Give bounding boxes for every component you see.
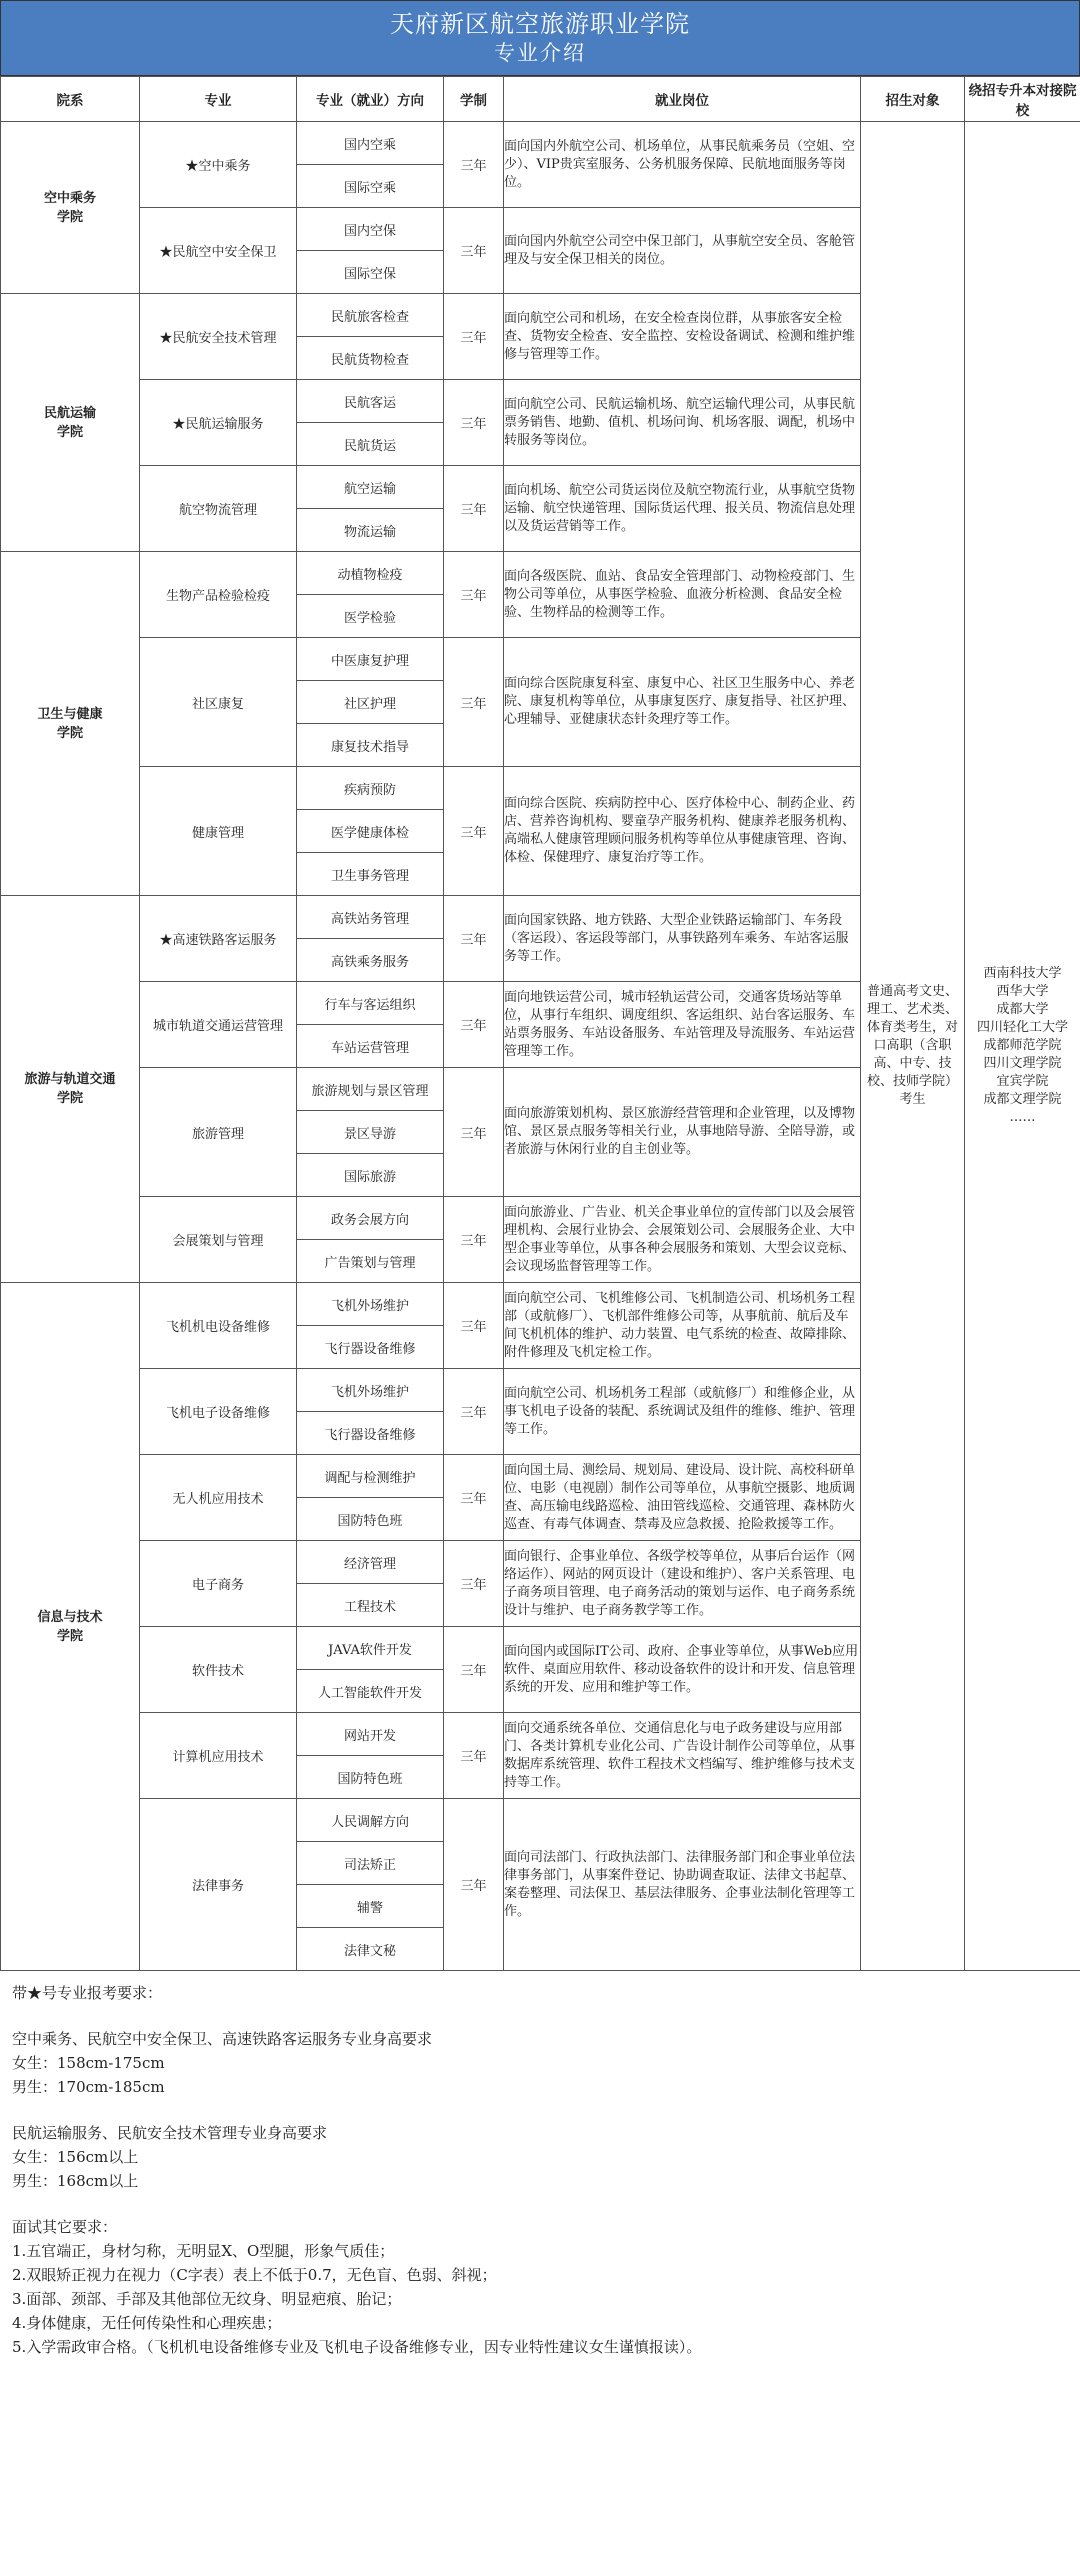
direction-cell: 法律文秘 <box>297 1928 444 1971</box>
jobs-cell: 面向航空公司、机场机务工程部（或航修厂）和维修企业，从事飞机电子设备的装配、系统调试及组件的维修、维护、管理等工作。 <box>504 1369 861 1455</box>
direction-cell: 国际空乘 <box>297 165 444 208</box>
jobs-cell: 面向国内外航空公司、机场单位，从事民航乘务员（空姐、空少）、VIP贵宾室服务、公务机服务保障、民航地面服务等岗位。 <box>504 122 861 208</box>
years-cell: 三年 <box>444 896 504 982</box>
major-name: 电子商务 <box>140 1541 297 1627</box>
years-cell: 三年 <box>444 294 504 380</box>
direction-cell: 飞机外场维护 <box>297 1369 444 1412</box>
jobs-cell: 面向航空公司和机场，在安全检查岗位群，从事旅客安全检查、货物安全检查、安全监控、安检设备调试、检测和维护维修与管理等工作。 <box>504 294 861 380</box>
direction-cell: 景区导游 <box>297 1111 444 1154</box>
major-name: 社区康复 <box>140 638 297 767</box>
jobs-cell: 面向旅游策划机构、景区旅游经营管理和企业管理，以及博物馆、景区景点服务等相关行业，从事地陪导游、全陪导游，或者旅游与休闲行业的自主创业等。 <box>504 1068 861 1197</box>
dept-name: 信息与技术 学院 <box>1 1283 140 1971</box>
direction-cell: 飞机外场维护 <box>297 1283 444 1326</box>
direction-cell: 中医康复护理 <box>297 638 444 681</box>
notes-group2-female: 女生：156cm以上 <box>12 2148 139 2166</box>
direction-cell: 民航客运 <box>297 380 444 423</box>
direction-cell: 行车与客运组织 <box>297 982 444 1025</box>
notes-other-item: 3.面部、颈部、手部及其他部位无纹身、明显疤痕、胎记； <box>12 2290 402 2308</box>
direction-cell: 民航旅客检查 <box>297 294 444 337</box>
jobs-cell: 面向国内或国际IT公司、政府、企事业等单位，从事Web应用软件、桌面应用软件、移动设备软件的设计和开发、信息管理系统的开发、应用和维护等工作。 <box>504 1627 861 1713</box>
major-name: ★民航运输服务 <box>140 380 297 466</box>
notes-other-item: 2.双眼矫正视力在视力（C字表）表上不低于0.7，无色盲、色弱、斜视； <box>12 2266 497 2284</box>
years-cell: 三年 <box>444 552 504 638</box>
direction-cell: 医学检验 <box>297 595 444 638</box>
years-cell: 三年 <box>444 982 504 1068</box>
years-cell: 三年 <box>444 1627 504 1713</box>
page-title: 天府新区航空旅游职业学院 <box>390 10 690 38</box>
direction-cell: 民航货物检查 <box>297 337 444 380</box>
years-cell: 三年 <box>444 1713 504 1799</box>
jobs-cell: 面向司法部门、行政执法部门、法律服务部门和企事业单位法律事务部门，从事案件登记、协助调查取证、法律文书起草、案卷整理、司法保卫、基层法律服务、企事业法制化管理等工作。 <box>504 1799 861 1971</box>
direction-cell: 动植物检疫 <box>297 552 444 595</box>
notes-other-item: 5.入学需政审合格。（飞机机电设备维修专业及飞机电子设备维修专业，因专业特性建议女生谨慎报读）。 <box>12 2338 702 2356</box>
major-name: 法律事务 <box>140 1799 297 1971</box>
years-cell: 三年 <box>444 1068 504 1197</box>
direction-cell: 人工智能软件开发 <box>297 1670 444 1713</box>
jobs-cell: 面向机场、航空公司货运岗位及航空物流行业，从事航空货物运输、航空快递管理、国际货运代理、报关员、物流信息处理以及货运营销等工作。 <box>504 466 861 552</box>
major-name: ★民航空中安全保卫 <box>140 208 297 294</box>
years-cell: 三年 <box>444 1197 504 1283</box>
direction-cell: 司法矫正 <box>297 1842 444 1885</box>
jobs-cell: 面向地铁运营公司，城市轻轨运营公司，交通客货场站等单位，从事行车组织、调度组织、客运组织、站台客运服务、车站票务服务、车站设备服务、车站管理及导流服务、车站运营管理等工作。 <box>504 982 861 1068</box>
direction-cell: 政务会展方向 <box>297 1197 444 1240</box>
target-cell: 普通高考文史、理工、艺术类、体育类考生，对口高职（含职高、中专、技校、技师学院）考生 <box>861 122 965 1971</box>
dept-name: 卫生与健康 学院 <box>1 552 140 896</box>
major-name: 飞机电子设备维修 <box>140 1369 297 1455</box>
major-name: 软件技术 <box>140 1627 297 1713</box>
direction-cell: 国内空乘 <box>297 122 444 165</box>
jobs-cell: 面向交通系统各单位、交通信息化与电子政务建设与应用部门、各类计算机专业化公司、广告设计制作公司等单位，从事数据库系统管理、软件工程技术文档编写、维护维修与技术支持等工作。 <box>504 1713 861 1799</box>
major-name: 旅游管理 <box>140 1068 297 1197</box>
majors-table <box>0 76 1080 1971</box>
direction-cell: 社区护理 <box>297 681 444 724</box>
notes-group1-female: 女生：158cm-175cm <box>12 2054 165 2072</box>
years-cell: 三年 <box>444 208 504 294</box>
major-name: ★高速铁路客运服务 <box>140 896 297 982</box>
direction-cell: JAVA软件开发 <box>297 1627 444 1670</box>
years-cell: 三年 <box>444 767 504 896</box>
major-name: ★民航安全技术管理 <box>140 294 297 380</box>
col-header-upgrade: 绕招专升本对接院校 <box>965 77 1080 122</box>
direction-cell: 工程技术 <box>297 1584 444 1627</box>
years-cell: 三年 <box>444 1283 504 1369</box>
dept-name: 空中乘务 学院 <box>1 122 140 294</box>
direction-cell: 航空运输 <box>297 466 444 509</box>
direction-cell: 医学健康体检 <box>297 810 444 853</box>
notes-section <box>0 1971 1080 2369</box>
major-name: 无人机应用技术 <box>140 1455 297 1541</box>
col-header-target: 招生对象 <box>861 77 965 122</box>
direction-cell: 国防特色班 <box>297 1756 444 1799</box>
notes-group2-male: 男生：168cm以上 <box>12 2172 139 2190</box>
notes-group1-title: 空中乘务、民航空中安全保卫、高速铁路客运服务专业身高要求 <box>12 2030 433 2048</box>
upgrade-cell: 西南科技大学 西华大学 成都大学 四川轻化工大学 成都师范学院 四川文理学院 宜宾学院 成都文理学院 …… <box>965 122 1080 1971</box>
major-name: 城市轨道交通运营管理 <box>140 982 297 1068</box>
major-name: 计算机应用技术 <box>140 1713 297 1799</box>
major-name: 会展策划与管理 <box>140 1197 297 1283</box>
direction-cell: 疾病预防 <box>297 767 444 810</box>
jobs-cell: 面向航空公司、民航运输机场、航空运输代理公司，从事民航票务销售、地勤、值机、机场问询、机场客服、调配，机场中转服务等岗位。 <box>504 380 861 466</box>
table-header-row <box>1 77 1080 122</box>
table-row <box>1 122 1080 165</box>
direction-cell: 调配与检测维护 <box>297 1455 444 1498</box>
direction-cell: 高铁乘务服务 <box>297 939 444 982</box>
col-header-major: 专业 <box>140 77 297 122</box>
direction-cell: 飞行器设备维修 <box>297 1412 444 1455</box>
years-cell: 三年 <box>444 1799 504 1971</box>
major-name: 飞机机电设备维修 <box>140 1283 297 1369</box>
col-header-direction: 专业（就业）方向 <box>297 77 444 122</box>
direction-cell: 国际空保 <box>297 251 444 294</box>
col-header-jobs: 就业岗位 <box>504 77 861 122</box>
col-header-dept: 院系 <box>1 77 140 122</box>
col-header-years: 学制 <box>444 77 504 122</box>
years-cell: 三年 <box>444 1541 504 1627</box>
direction-cell: 网站开发 <box>297 1713 444 1756</box>
table-body <box>1 122 1080 1971</box>
direction-cell: 物流运输 <box>297 509 444 552</box>
notes-group2-title: 民航运输服务、民航安全技术管理专业身高要求 <box>12 2124 328 2142</box>
page-subtitle: 专业介绍 <box>494 41 586 65</box>
direction-cell: 辅警 <box>297 1885 444 1928</box>
years-cell: 三年 <box>444 1369 504 1455</box>
direction-cell: 广告策划与管理 <box>297 1240 444 1283</box>
jobs-cell: 面向国土局、测绘局、规划局、建设局、设计院、高校科研单位、电影（电视剧）制作公司等单位，从事航空摄影、地质调查、高压输电线路巡检、油田管线巡检、交通管理、森林防火巡查、有毒气体调查、禁毒及应急救援、抢险救援等工作。 <box>504 1455 861 1541</box>
major-name: 航空物流管理 <box>140 466 297 552</box>
dept-name: 旅游与轨道交通 学院 <box>1 896 140 1283</box>
direction-cell: 飞行器设备维修 <box>297 1326 444 1369</box>
major-name: ★空中乘务 <box>140 122 297 208</box>
notes-star-title: 带★号专业报考要求： <box>12 1984 163 2002</box>
direction-cell: 旅游规划与景区管理 <box>297 1068 444 1111</box>
notes-other-item: 4.身体健康，无任何传染性和心理疾患； <box>12 2314 282 2332</box>
jobs-cell: 面向国内外航空公司空中保卫部门，从事航空安全员、客舱管理及与安全保卫相关的岗位。 <box>504 208 861 294</box>
direction-cell: 民航货运 <box>297 423 444 466</box>
notes-other-title: 面试其它要求： <box>12 2218 118 2236</box>
direction-cell: 人民调解方向 <box>297 1799 444 1842</box>
dept-name: 民航运输 学院 <box>1 294 140 552</box>
years-cell: 三年 <box>444 380 504 466</box>
major-name: 生物产品检验检疫 <box>140 552 297 638</box>
notes-other-item: 1.五官端正，身材匀称，无明显X、O型腿，形象气质佳； <box>12 2242 395 2260</box>
years-cell: 三年 <box>444 466 504 552</box>
years-cell: 三年 <box>444 122 504 208</box>
direction-cell: 高铁站务管理 <box>297 896 444 939</box>
years-cell: 三年 <box>444 1455 504 1541</box>
direction-cell: 国内空保 <box>297 208 444 251</box>
major-name: 健康管理 <box>140 767 297 896</box>
direction-cell: 国际旅游 <box>297 1154 444 1197</box>
years-cell: 三年 <box>444 638 504 767</box>
jobs-cell: 面向综合医院、疾病防控中心、医疗体检中心、制药企业、药店、营养咨询机构、婴童孕产服务机构、健康养老服务机构、高端私人健康管理顾问服务机构等单位从事健康管理、咨询、体检、保健理疗、康复治疗等工作。 <box>504 767 861 896</box>
direction-cell: 康复技术指导 <box>297 724 444 767</box>
direction-cell: 卫生事务管理 <box>297 853 444 896</box>
jobs-cell: 面向旅游业、广告业、机关企事业单位的宣传部门以及会展管理机构、会展行业协会、会展策划公司、会展服务企业、大中型企事业等单位，从事各种会展服务和策划、大型会议竞标、会议现场监督管理等工作。 <box>504 1197 861 1283</box>
jobs-cell: 面向银行、企事业单位、各级学校等单位，从事后台运作（网络运作）、网站的网页设计（建设和维护）、客户关系管理、电子商务项目管理、电子商务活动的策划与运作、电子商务系统设计与维护、电子商务教学等工作。 <box>504 1541 861 1627</box>
direction-cell: 经济管理 <box>297 1541 444 1584</box>
jobs-cell: 面向航空公司、飞机维修公司、飞机制造公司、机场机务工程部（或航修厂）、飞机部件维修公司等，从事航前、航后及车间飞机机体的维护、动力装置、电气系统的检查、故障排除、附件修理及飞机定检工作。 <box>504 1283 861 1369</box>
direction-cell: 车站运营管理 <box>297 1025 444 1068</box>
direction-cell: 国防特色班 <box>297 1498 444 1541</box>
notes-group1-male: 男生：170cm-185cm <box>12 2078 165 2096</box>
page-header <box>0 0 1080 76</box>
jobs-cell: 面向综合医院康复科室、康复中心、社区卫生服务中心、养老院、康复机构等单位，从事康复医疗、康复指导、社区护理、心理辅导、亚健康状态针灸理疗等工作。 <box>504 638 861 767</box>
jobs-cell: 面向国家铁路、地方铁路、大型企业铁路运输部门、车务段（客运段）、客运段等部门，从事铁路列车乘务、车站客运服务等工作。 <box>504 896 861 982</box>
jobs-cell: 面向各级医院、血站、食品安全管理部门、动物检疫部门、生物公司等单位，从事医学检验、血液分析检测、食品安全检验、生物样品的检测等工作。 <box>504 552 861 638</box>
